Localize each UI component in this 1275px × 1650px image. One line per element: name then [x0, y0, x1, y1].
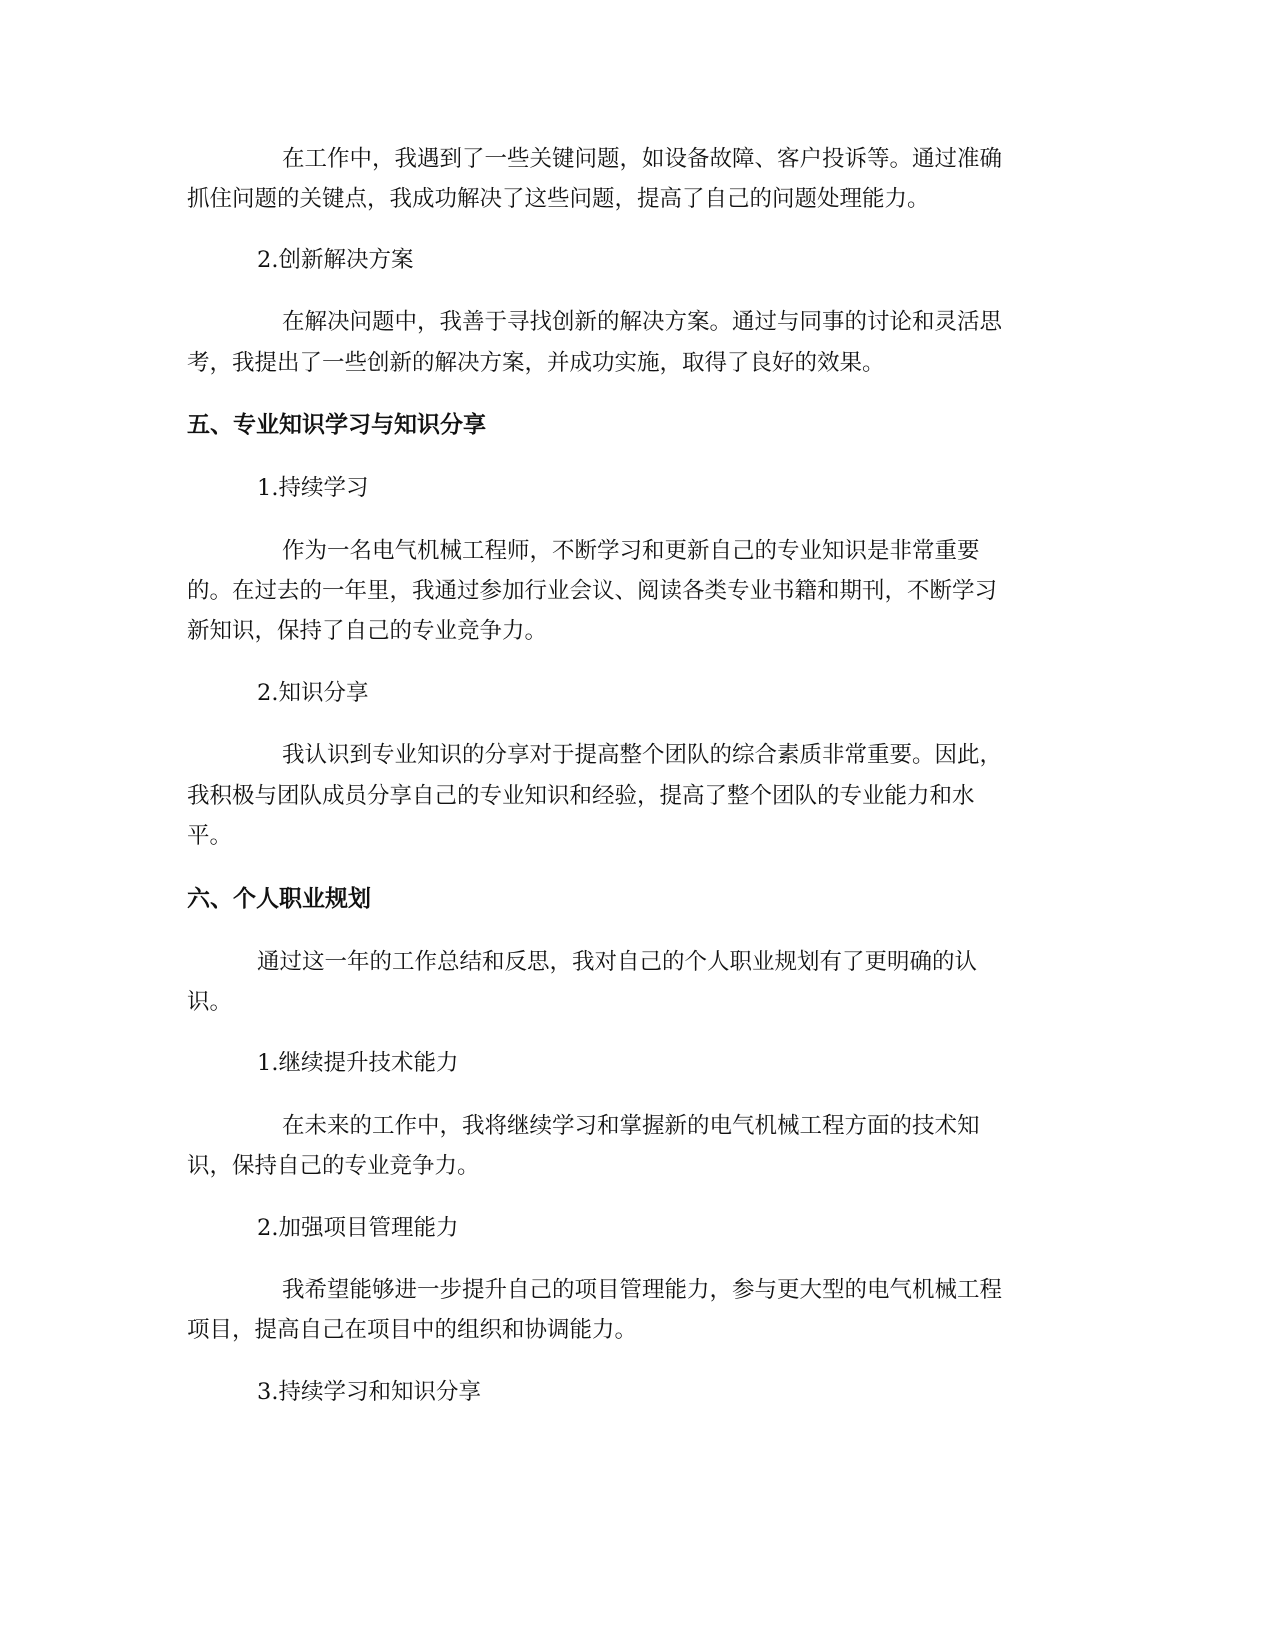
paragraph-sharing-line-3: 平。	[187, 823, 233, 849]
paragraph-sharing-line-2: 我积极与团队成员分享自己的专业知识和经验，提高了整个团队的专业能力和水	[187, 783, 975, 809]
subheading-knowledge-sharing: 2.知识分享	[257, 680, 369, 706]
paragraph-career-intro-line-1: 通过这一年的工作总结和反思，我对自己的个人职业规划有了更明确的认	[257, 949, 978, 975]
subheading-learning-and-sharing: 3.持续学习和知识分享	[257, 1379, 481, 1405]
subheading-technical-ability: 1.继续提升技术能力	[257, 1050, 459, 1076]
paragraph-learning-line-3: 新知识，保持了自己的专业竞争力。	[187, 618, 548, 644]
paragraph-problem-solving-line-1: 在工作中，我遇到了一些关键问题，如设备故障、客户投诉等。通过准确	[282, 146, 1003, 172]
paragraph-innovation-line-1: 在解决问题中，我善于寻找创新的解决方案。通过与同事的讨论和灵活思	[282, 309, 1003, 335]
paragraph-innovation-line-2: 考，我提出了一些创新的解决方案，并成功实施，取得了良好的效果。	[187, 350, 885, 376]
subheading-project-management: 2.加强项目管理能力	[257, 1215, 459, 1241]
subheading-continuous-learning: 1.持续学习	[257, 475, 369, 501]
paragraph-technical-line-2: 识，保持自己的专业竞争力。	[187, 1153, 480, 1179]
section-heading-6: 六、个人职业规划	[187, 886, 371, 912]
paragraph-pm-line-1: 我希望能够进一步提升自己的项目管理能力，参与更大型的电气机械工程	[282, 1277, 1003, 1303]
paragraph-career-intro-line-2: 识。	[187, 989, 233, 1015]
paragraph-problem-solving-line-2: 抓住问题的关键点，我成功解决了这些问题，提高了自己的问题处理能力。	[187, 186, 930, 212]
paragraph-sharing-line-1: 我认识到专业知识的分享对于提高整个团队的综合素质非常重要。因此，	[282, 742, 1003, 768]
paragraph-learning-line-1: 作为一名电气机械工程师，不断学习和更新自己的专业知识是非常重要	[282, 538, 980, 564]
section-heading-5: 五、专业知识学习与知识分享	[187, 412, 486, 438]
paragraph-learning-line-2: 的。在过去的一年里，我通过参加行业会议、阅读各类专业书籍和期刊，不断学习	[187, 578, 998, 604]
paragraph-technical-line-1: 在未来的工作中，我将继续学习和掌握新的电气机械工程方面的技术知	[282, 1113, 980, 1139]
paragraph-pm-line-2: 项目，提高自己在项目中的组织和协调能力。	[187, 1317, 638, 1343]
subheading-innovative-solutions: 2.创新解决方案	[257, 247, 414, 273]
